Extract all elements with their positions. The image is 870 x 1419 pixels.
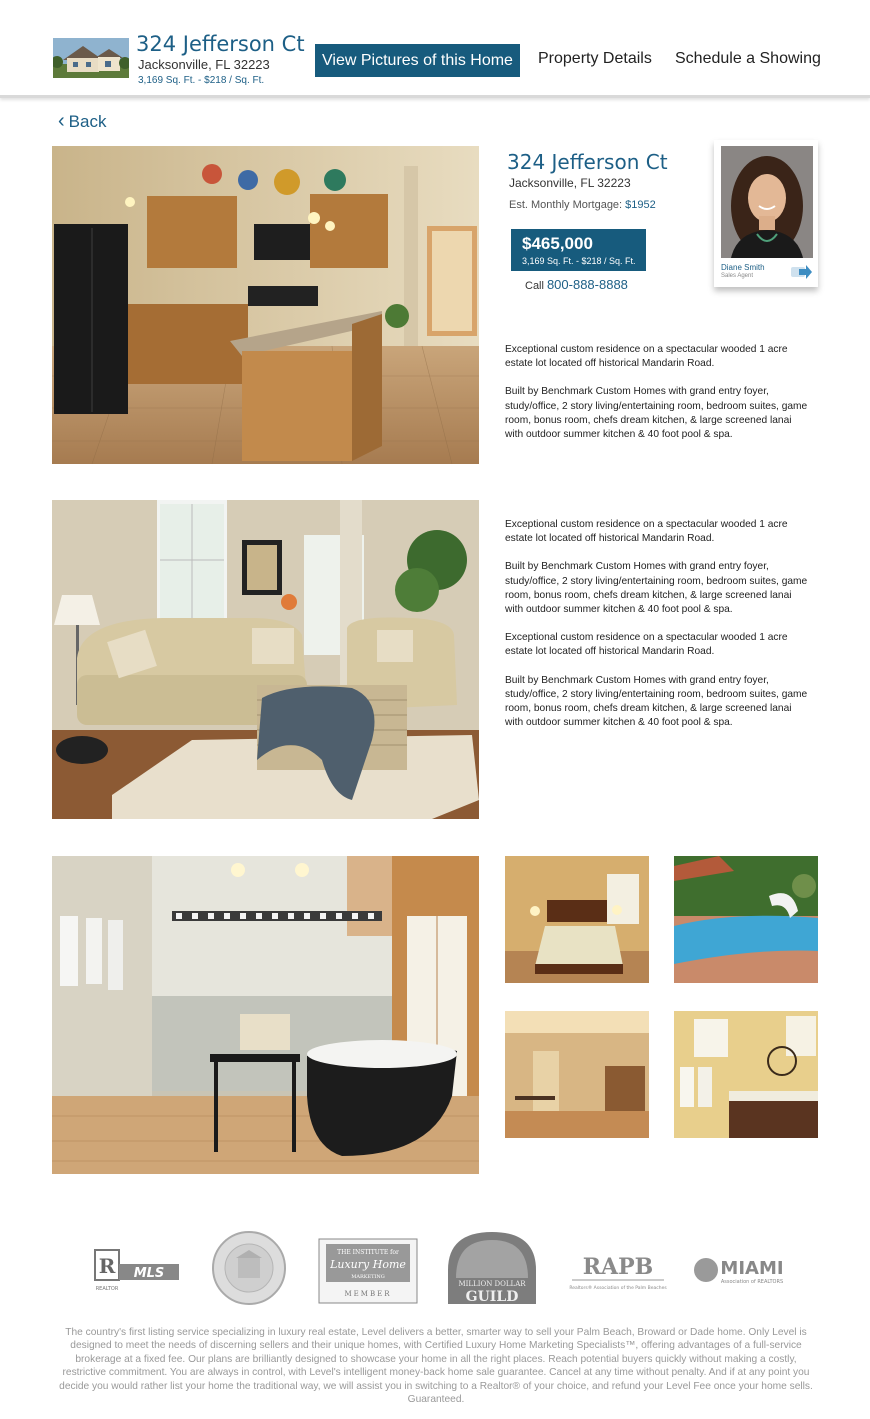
svg-text:R: R: [98, 1254, 116, 1278]
description-paragraph: Exceptional custom residence on a spectacular wooded 1 acre estate lot located off historical Mandarin Road.: [505, 632, 788, 658]
photo-bathroom[interactable]: [52, 856, 479, 1174]
guild-line2: GUILD: [465, 1289, 519, 1305]
affiliation-logos: [80, 1228, 792, 1308]
header-address: 324 Jefferson Ct: [136, 32, 305, 56]
description-block-2: [505, 518, 810, 744]
footer-text: The country's first listing service specializing in luxury real estate, Level delivers a better, smarter way to sell your Palm Beach, Broward or Dade home. Only Level is designed to meet the needs of discerning sellers and their unique homes, with Certified Luxury Home Marketing Specialists™, offering advantages of a full-service brokerage at a fixed fee. Our plans are brilliantly designed to showcase your home in all the right places. Reach potential buyers quickly without making a costly, restrictive commitment. You are always in control, with Level's intelligent money-back home sale guarantee. Cancel at any time without penalty. And if at any point you decide you would rather list your home the traditional way, we will assist you in switching to a Realtor® of your choice, and refund your Level Fee once your home sells. Guaranteed.: [59, 1327, 813, 1406]
photo-office[interactable]: [505, 1011, 649, 1138]
nav-schedule-showing[interactable]: Schedule a Showing: [675, 50, 821, 67]
mls-logo-sub: REALTOR: [95, 1286, 119, 1292]
header: [0, 0, 870, 98]
back-label: Back: [68, 112, 107, 131]
rapb-logo-text: RAPB: [582, 1254, 654, 1280]
description-paragraph: Exceptional custom residence on a spectacular wooded 1 acre estate lot located off historical Mandarin Road.: [505, 344, 788, 370]
mls-logo: [84, 1248, 184, 1292]
miami-logo-sub: Association of REALTORS: [720, 1279, 784, 1285]
institute-line1: THE INSTITUTE for: [337, 1249, 399, 1256]
phone-number[interactable]: 800-888-8888: [546, 277, 628, 292]
description-paragraph: Exceptional custom residence on a spectacular wooded 1 acre estate lot located off historical Mandarin Road.: [505, 519, 788, 545]
description-paragraph: Built by Benchmark Custom Homes with grand entry foyer, study/office, 2 story living/entertaining room, bedroom suites, game room, bonus room, chefs dream kitchen, & large screened lanai with outdoor summer kitchen & 40 foot pool & spa.: [505, 386, 808, 441]
call-label: Call: [525, 280, 544, 292]
mls-logo-text: MLS: [133, 1266, 165, 1281]
mortgage-value: $1952: [625, 199, 656, 211]
guild-line1: MILLION DOLLAR: [458, 1280, 526, 1288]
institute-line3: MARKETING: [351, 1274, 385, 1280]
rapb-logo-sub: Realtors® Association of the Palm Beaches: [569, 1286, 667, 1291]
luxury-specialist-seal: [210, 1230, 288, 1306]
photo-vanity[interactable]: [674, 1011, 818, 1138]
agent-name: Diane Smith: [721, 263, 765, 272]
agent-card[interactable]: [714, 140, 818, 287]
header-city-state: Jacksonville, FL 32223: [138, 57, 270, 72]
call-line: [525, 277, 628, 292]
institute-line4: MEMBER: [344, 1290, 392, 1298]
photo-living-room[interactable]: [52, 500, 479, 819]
price-square-footage: 3,169 Sq. Ft. - $218 / Sq. Ft.: [522, 256, 636, 266]
home-thumbnail: [53, 38, 129, 78]
back-link[interactable]: [58, 112, 106, 132]
miami-realtors-logo: [692, 1248, 792, 1292]
price-box: [511, 229, 646, 271]
listing-city-state: Jacksonville, FL 32223: [509, 176, 631, 190]
description-paragraph: Built by Benchmark Custom Homes with grand entry foyer, study/office, 2 story living/entertaining room, bedroom suites, game room, bonus room, chefs dream kitchen, & large screened lanai with outdoor summer kitchen & 40 foot pool & spa.: [505, 674, 808, 729]
miami-logo-text: MIAMI: [720, 1258, 784, 1279]
photo-pool[interactable]: [674, 856, 818, 983]
institute-luxury-home-logo: [318, 1238, 418, 1304]
agent-role: Sales Agent: [721, 273, 754, 279]
institute-line2: Luxury Home: [330, 1258, 406, 1271]
arrow-right-icon[interactable]: [790, 264, 812, 280]
agent-photo: [721, 146, 813, 258]
listing-address: 324 Jefferson Ct: [507, 150, 668, 174]
mortgage-label: Est. Monthly Mortgage:: [509, 199, 623, 211]
description-block-1: [505, 343, 810, 456]
nav-property-details[interactable]: Property Details: [538, 50, 652, 67]
chevron-left-icon: ‹: [58, 110, 65, 132]
photo-bedroom[interactable]: [505, 856, 649, 983]
nav-view-pictures[interactable]: View Pictures of this Home: [315, 44, 520, 77]
million-dollar-guild-logo: [446, 1230, 538, 1306]
monthly-mortgage: [509, 199, 656, 211]
listing-price: $465,000: [522, 234, 593, 253]
header-square-footage: 3,169 Sq. Ft. - $218 / Sq. Ft.: [138, 75, 265, 86]
rapb-logo: [568, 1242, 668, 1294]
description-paragraph: Built by Benchmark Custom Homes with grand entry foyer, study/office, 2 story living/entertaining room, bedroom suites, game room, bonus room, chefs dream kitchen, & large screened lanai with outdoor summer kitchen & 40 foot pool & spa.: [505, 561, 808, 616]
photo-kitchen[interactable]: [52, 146, 479, 464]
